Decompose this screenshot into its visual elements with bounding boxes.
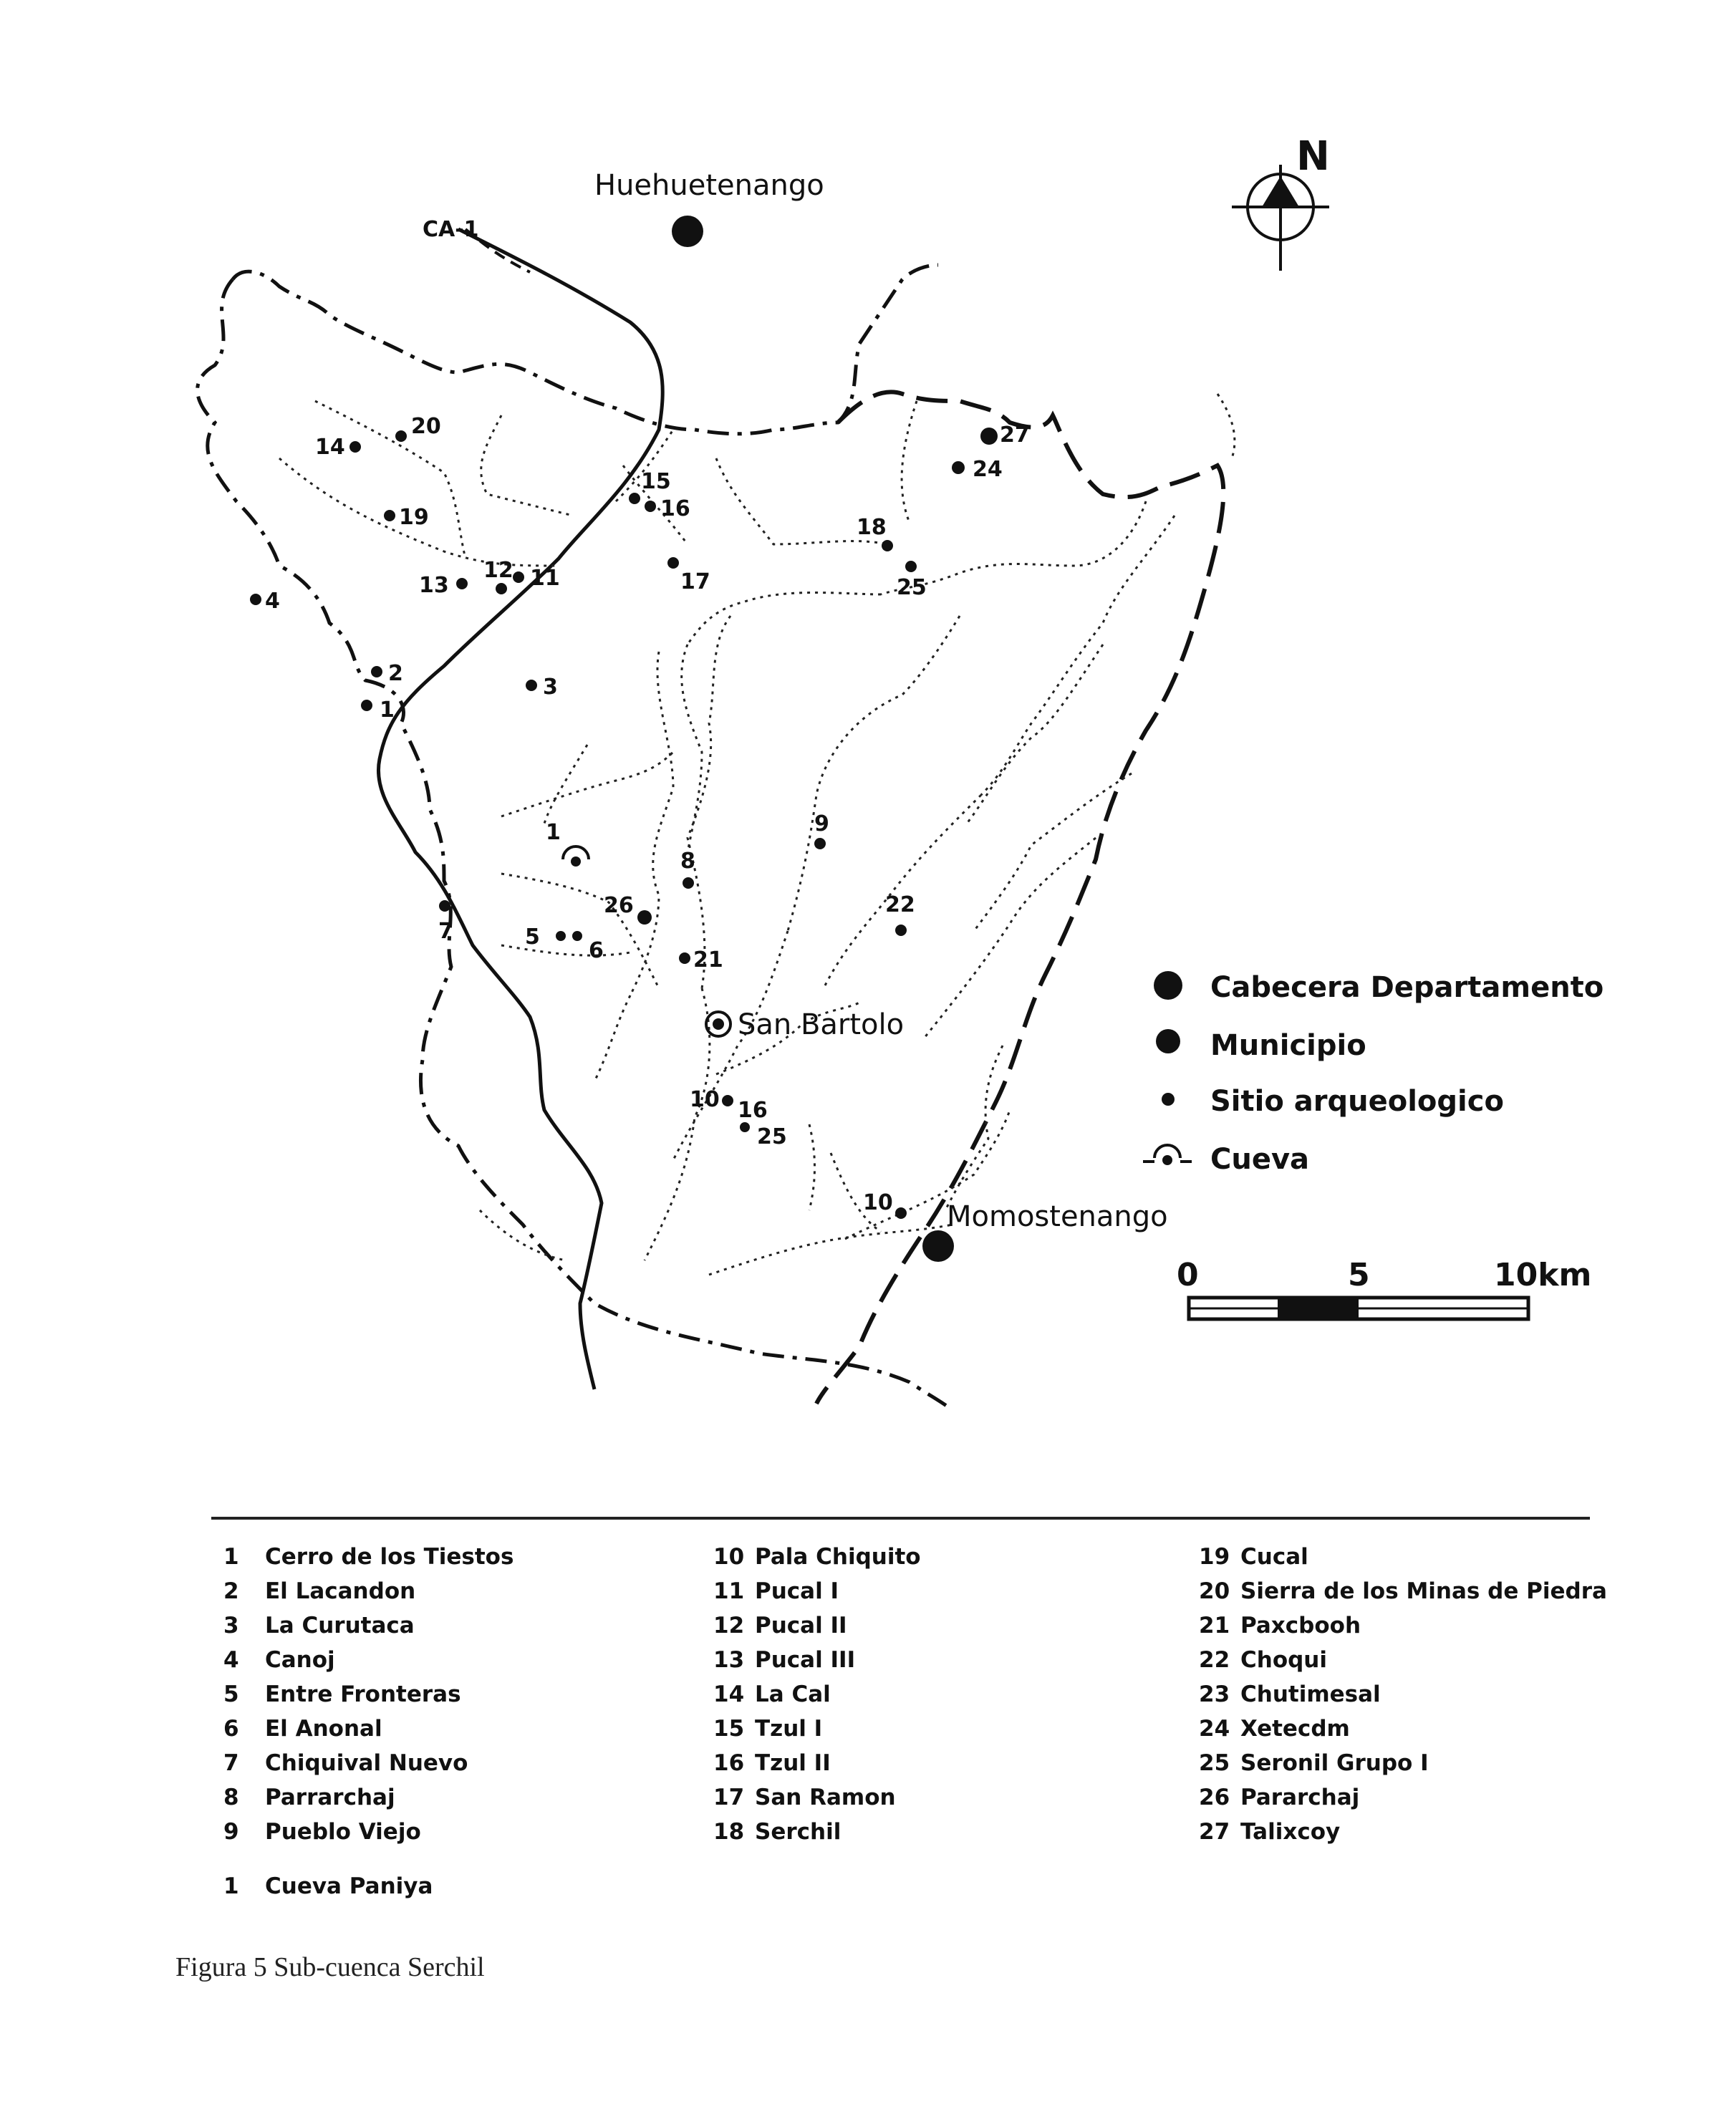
key-row: 13 Pucal III	[713, 1647, 856, 1673]
site-25b-marker	[740, 1122, 750, 1132]
key-divider	[211, 1517, 1590, 1520]
site-2-marker	[371, 666, 382, 677]
site-4-label: 4	[265, 589, 280, 614]
legend-municipio-icon	[1156, 1029, 1180, 1053]
legend	[1143, 971, 1604, 1176]
site-16-label: 16	[660, 496, 690, 521]
legend-municipio-label: Municipio	[1210, 1029, 1366, 1062]
site-11-marker	[513, 571, 524, 583]
site-14-label: 14	[315, 435, 345, 460]
watershed-boundary	[198, 279, 953, 1411]
legend-cueva-icon	[1143, 1145, 1192, 1165]
site-16-marker	[645, 501, 656, 512]
site-21-label: 21	[693, 947, 723, 973]
department-boundary	[816, 392, 1223, 1404]
key-row: 14 La Cal	[713, 1681, 831, 1707]
key-row: 2 El Lacandon	[223, 1578, 416, 1604]
site-25a-marker	[905, 561, 917, 572]
site-22-label: 22	[885, 892, 915, 917]
cave-1-label: 1	[546, 820, 561, 845]
figure-caption: Figura 5 Sub-cuenca Serchil	[175, 1952, 485, 1982]
key-row: 18 Serchil	[713, 1819, 842, 1845]
site-14-marker	[349, 441, 361, 453]
legend-sitio-icon	[1162, 1093, 1175, 1106]
key-row: 7 Chiquival Nuevo	[223, 1750, 468, 1776]
key-row: 11 Pucal I	[713, 1578, 839, 1604]
site-26-marker	[637, 910, 652, 925]
cave-1-marker-icon	[563, 846, 589, 867]
key-row: 9 Pueblo Viejo	[223, 1819, 421, 1845]
site-26-label: 26	[604, 893, 634, 918]
key-row: 3 La Curutaca	[223, 1613, 415, 1639]
site-9-marker	[814, 838, 826, 849]
key-row: 19 Cucal	[1199, 1544, 1308, 1570]
legend-sitio-label: Sitio arqueologico	[1210, 1085, 1504, 1118]
site-25b-label: 25	[757, 1124, 787, 1149]
site-17-label: 17	[680, 569, 710, 594]
site-8-label: 8	[680, 849, 695, 874]
key-row: 27 Talixcoy	[1199, 1819, 1341, 1845]
site-18-label: 18	[857, 515, 887, 540]
site-20-label: 20	[411, 414, 441, 439]
key-row: 16 Tzul II	[713, 1750, 831, 1776]
site-13-marker	[456, 578, 468, 589]
site-19-label: 19	[399, 505, 429, 530]
site-7-label: 7	[438, 919, 453, 944]
site-1-marker	[361, 700, 372, 711]
key-column-3	[1199, 1540, 1607, 1849]
key-row: 17 San Ramon	[713, 1785, 896, 1810]
watershed-boundary-north	[233, 265, 938, 434]
site-5-label: 5	[525, 925, 540, 950]
key-row: 23 Chutimesal	[1199, 1681, 1381, 1707]
archaeological-sites	[250, 428, 998, 1219]
site-10a-label: 10	[690, 1087, 720, 1112]
site-7-marker	[439, 900, 450, 912]
main-river	[378, 229, 662, 1389]
key-row: 20 Sierra de los Minas de Piedra	[1199, 1578, 1607, 1604]
north-label: N	[1296, 133, 1330, 180]
site-12-marker	[496, 583, 507, 594]
key-row: 6 El Anonal	[223, 1716, 382, 1742]
key-row: 22 Choqui	[1199, 1647, 1328, 1673]
site-6-label: 6	[589, 938, 604, 963]
key-row: 15 Tzul I	[713, 1716, 823, 1742]
ca1-label: CA-1	[423, 217, 479, 242]
key-column-2	[713, 1540, 921, 1849]
site-2-label: 2	[388, 661, 403, 686]
site-10b-label: 10	[863, 1190, 893, 1215]
site-10b-marker	[895, 1207, 907, 1219]
site-4-marker	[250, 594, 261, 605]
site-27-marker	[980, 428, 998, 445]
key-row: 5 Entre Fronteras	[223, 1681, 461, 1707]
site-8-marker	[683, 877, 694, 889]
site-17-marker	[667, 557, 679, 569]
site-24-marker	[952, 461, 965, 474]
site-11-label: 11	[530, 566, 560, 591]
key-row: 10 Pala Chiquito	[713, 1544, 921, 1570]
key-row: 8 Parrarchaj	[223, 1785, 395, 1810]
site-12-label: 12	[483, 558, 513, 583]
site-25a-label: 25	[897, 575, 927, 600]
site-19-marker	[384, 510, 395, 521]
key-row: 12 Pucal II	[713, 1613, 847, 1639]
site-13-label: 13	[419, 573, 449, 598]
site-22-marker	[895, 925, 907, 936]
site-27-label: 27	[1000, 423, 1030, 448]
legend-cabecera-icon	[1154, 971, 1182, 1000]
site-10a-marker	[722, 1095, 733, 1106]
scale-label-0: 0	[1177, 1257, 1199, 1293]
site-5-marker	[556, 931, 566, 941]
legend-cabecera-label: Cabecera Departamento	[1210, 971, 1604, 1004]
site-3-marker	[526, 680, 537, 691]
site-24-label: 24	[973, 457, 1003, 482]
site-9-label: 9	[814, 811, 829, 836]
momostenango-label: Momostenango	[947, 1200, 1168, 1233]
north-arrow-icon	[1232, 165, 1329, 271]
key-row: 21 Paxcbooh	[1199, 1613, 1361, 1639]
site-5b-marker	[572, 931, 582, 941]
scale-label-10: 10km	[1494, 1257, 1592, 1293]
site-1-label: 1	[380, 698, 395, 723]
site-18-marker	[882, 540, 893, 551]
scale-label-5: 5	[1348, 1257, 1370, 1293]
huehuetenango-marker	[672, 216, 703, 247]
site-15-label: 15	[641, 469, 671, 494]
huehuetenango-label: Huehuetenango	[594, 169, 824, 202]
key-row: 4 Canoj	[223, 1647, 335, 1673]
momostenango-marker	[922, 1230, 954, 1262]
scale-bar	[1177, 1257, 1591, 1319]
site-15-marker	[629, 493, 640, 504]
legend-cueva-label: Cueva	[1210, 1143, 1310, 1176]
san-bartolo-label: San Bartolo	[738, 1008, 905, 1041]
key-row: 25 Seronil Grupo I	[1199, 1750, 1429, 1776]
site-16b-label: 16	[738, 1098, 768, 1123]
site-3-label: 3	[543, 675, 558, 700]
site-20-marker	[395, 430, 407, 442]
site-labels	[265, 414, 1030, 1215]
key-row: 1 Cueva Paniya	[223, 1873, 433, 1899]
key-row: 26 Pararchaj	[1199, 1785, 1360, 1810]
key-column-1	[223, 1540, 513, 1903]
key-row: 24 Xetecdm	[1199, 1716, 1350, 1742]
key-row: 1 Cerro de los Tiestos	[223, 1544, 514, 1570]
san-bartolo-marker	[706, 1012, 730, 1036]
site-21-marker	[679, 952, 690, 964]
